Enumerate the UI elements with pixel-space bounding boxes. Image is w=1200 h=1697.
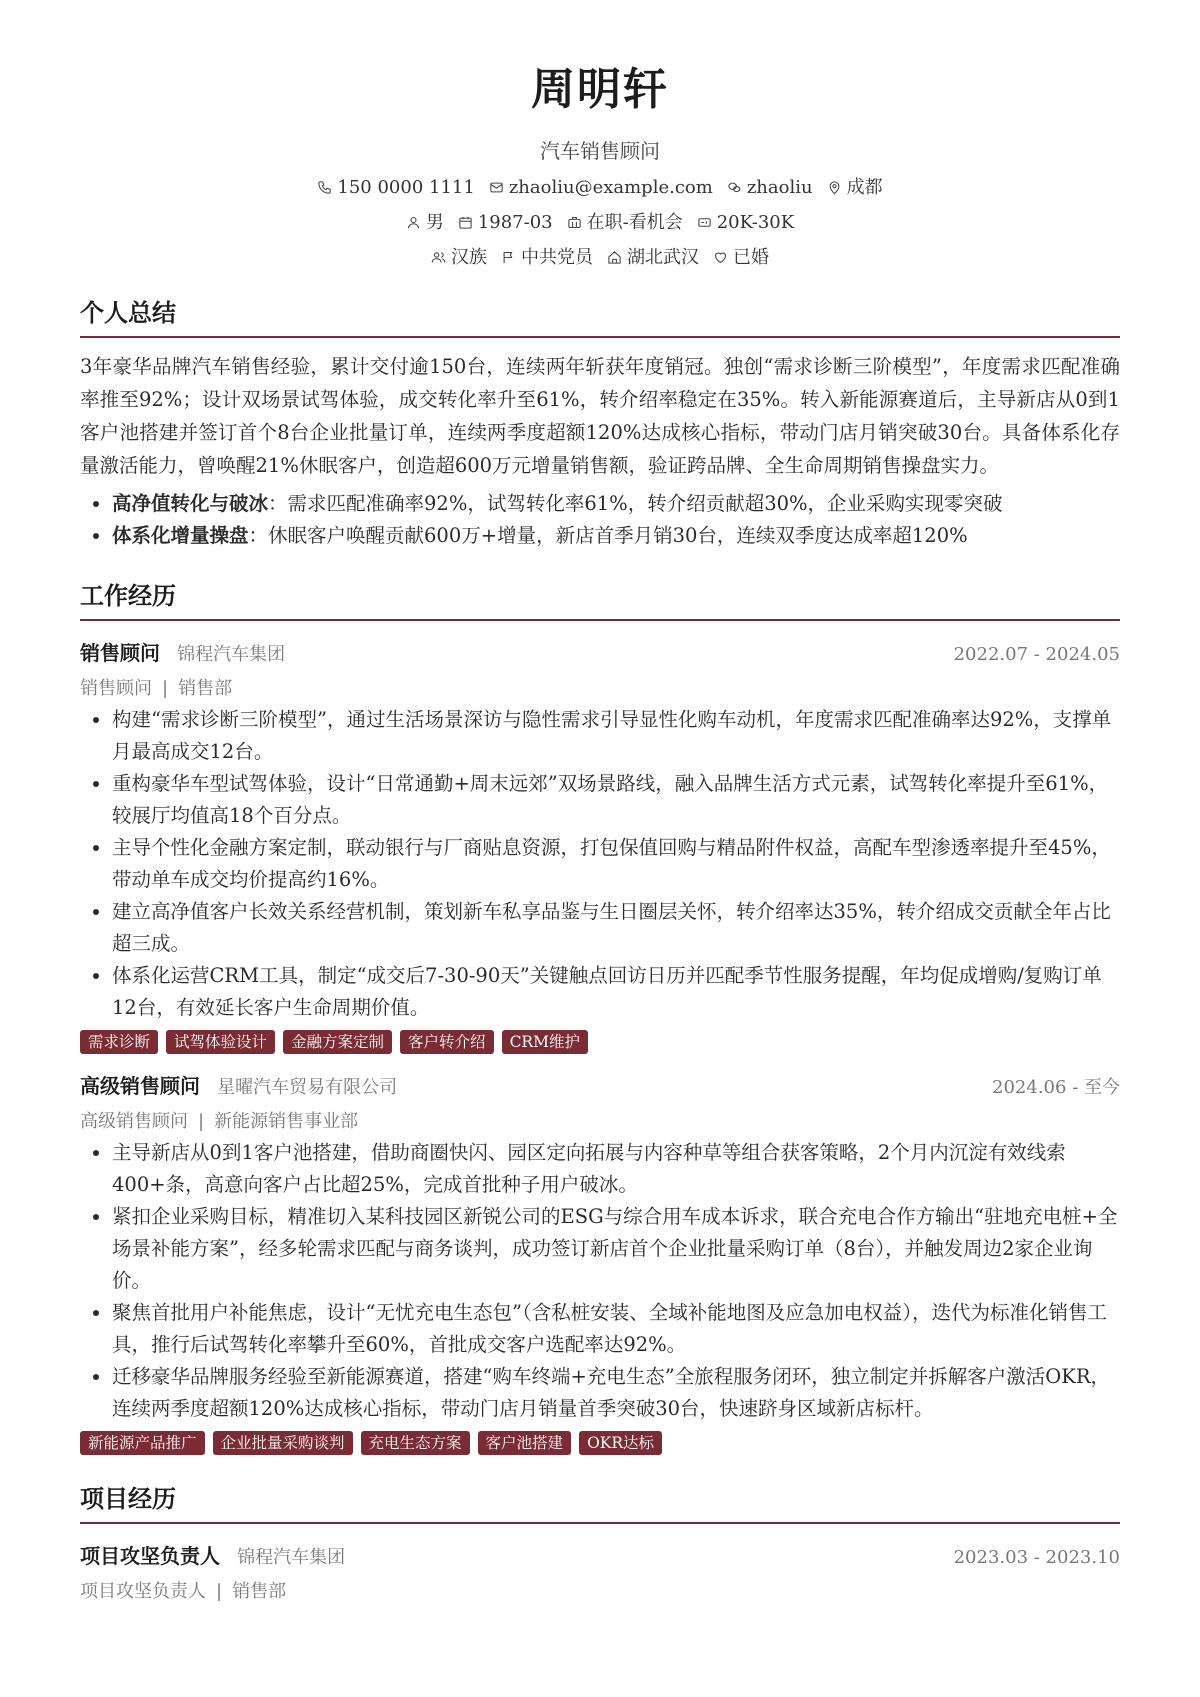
gender-icon	[406, 215, 421, 230]
project-date: 2023.03 - 2023.10	[953, 1546, 1120, 1568]
skill-tag: 客户转介绍	[400, 1030, 494, 1054]
skill-tags	[80, 1431, 1120, 1455]
job-company: 星曜汽车贸易有限公司	[217, 1076, 398, 1098]
highlight-item	[112, 520, 1120, 552]
job-entry	[80, 637, 1120, 1054]
marital-text: 已婚	[733, 246, 769, 268]
skill-tag: 需求诊断	[80, 1030, 158, 1054]
highlight-text: ：休眠客户唤醒贡献600万+增量，新店首季月销30台，连续双季度达成率超120%	[248, 523, 968, 547]
work-section	[80, 576, 1120, 1455]
job-position: 高级销售顾问	[80, 1110, 188, 1132]
job-department: 新能源销售事业部	[214, 1110, 359, 1132]
project-role: 项目攻坚负责人	[80, 1543, 220, 1568]
highlight-label: 体系化增量操盘	[112, 523, 249, 547]
job-bullet: • 聚焦首批用户补能焦虑，设计“无忧充电生态包”（含私桩安装、全域补能地图及应急加电权益），迭代为标准化销售工具，推行后试驾转化率攀升至60%，首批成交客户选配率达92%。	[112, 1297, 1120, 1361]
job-header	[80, 1070, 1120, 1099]
phone-text: 150 0000 1111	[337, 176, 475, 198]
salary-text: 20K-30K	[716, 211, 795, 233]
calendar-icon	[458, 215, 473, 230]
job-date: 2022.07 - 2024.05	[953, 643, 1120, 665]
project-section	[80, 1479, 1120, 1603]
skill-tag: 充电生态方案	[361, 1431, 470, 1455]
job-bullet: • 迁移豪华品牌服务经验至新能源赛道，搭建“购车终端+充电生态”全旅程服务闭环，独立制定并拆解客户激活OKR，连续两季度超额120%达成核心指标，带动门店月销量首季突破30台，快速跻身区域新店标杆。	[112, 1361, 1120, 1425]
info-marital	[713, 247, 769, 269]
job-bullets	[80, 704, 1120, 1024]
skill-tags	[80, 1030, 1120, 1054]
job-role: 销售顾问	[80, 640, 160, 665]
highlight-text: ：需求匹配准确率92%，试驾转化率61%，转介绍贡献超30%，企业采购实现零突破	[268, 491, 1003, 515]
summary-section	[80, 293, 1120, 552]
job-role: 高级销售顾问	[80, 1073, 200, 1098]
project-position: 项目攻坚负责人	[80, 1580, 206, 1602]
job-department: 销售部	[178, 677, 233, 699]
job-bullet: • 紧扣企业采购目标，精准切入某科技园区新锐公司的ESG与综合用车成本诉求，联合充电合作方输出“驻地充电桩+全场景补能方案”，经多轮需求匹配与商务谈判，成功签订新店首个企业批量采购订单（8台），并触发周边2家企业询价。	[112, 1201, 1120, 1297]
gender-text: 男	[425, 211, 444, 233]
project-department: 销售部	[232, 1580, 287, 1602]
flag-icon	[501, 250, 516, 265]
skill-tag: 试驾体验设计	[166, 1030, 275, 1054]
job-header	[80, 637, 1120, 666]
job-company: 锦程汽车集团	[177, 643, 286, 665]
contact-wechat	[727, 177, 813, 199]
political-text: 中共党员	[521, 246, 593, 268]
skill-tag: 客户池搭建	[478, 1431, 572, 1455]
project-entry	[80, 1540, 1120, 1603]
job-subtitle	[80, 1107, 1120, 1133]
project-header	[80, 1540, 1120, 1569]
summary-heading: 个人总结	[80, 293, 1120, 338]
salary-icon	[697, 215, 712, 230]
job-bullet: • 建立高净值客户长效关系经营机制，策划新车私享品鉴与生日圈层关怀，转介绍率达35%，转介绍成交贡献全年占比超三成。	[112, 896, 1120, 960]
separator: |	[198, 1110, 205, 1132]
contact-location	[827, 177, 883, 199]
resume-header	[80, 0, 1120, 269]
info-status	[567, 212, 683, 234]
skill-tag: 金融方案定制	[283, 1030, 392, 1054]
work-heading: 工作经历	[80, 576, 1120, 621]
email-text: zhaoliu@example.com	[508, 176, 713, 198]
contact-phone[interactable]	[317, 177, 474, 199]
job-entry	[80, 1070, 1120, 1455]
location-icon	[827, 180, 842, 195]
separator: |	[162, 677, 169, 699]
job-bullet: • 体系化运营CRM工具，制定“成交后7-30-90天”关键触点回访日历并匹配季节性服务提醒，年均促成增购/复购订单12台，有效延长客户生命周期价值。	[112, 960, 1120, 1024]
status-text: 在职-看机会	[586, 211, 683, 233]
job-bullet: • 主导个性化金融方案定制，联动银行与厂商贴息资源，打包保值回购与精品附件权益，高配车型渗透率提升至45%，带动单车成交均价提高约16%。	[112, 832, 1120, 896]
info-political	[501, 247, 593, 269]
candidate-name: 周明轩	[531, 64, 669, 115]
wechat-text: zhaoliu	[746, 176, 813, 198]
job-bullets	[80, 1137, 1120, 1425]
highlight-label: 高净值转化与破冰	[112, 491, 269, 515]
ethnicity-text: 汉族	[451, 246, 487, 268]
summary-text: 3年豪华品牌汽车销售经验，累计交付逾150台，连续两年斩获年度销冠。独创“需求诊断三阶模型”，年度需求匹配准确率推至92%；设计双场景试驾体验，成交转化率升至61%，转介绍率稳定在35%。转入新能源赛道后，主导新店从0到1客户池搭建并签订首个8台企业批量订单，连续两季度超额120%达成核心指标，带动门店月销突破30台。具备体系化存量激活能力，曾唤醒21%休眠客户，创造超600万元增量销售额，验证跨品牌、全生命周期销售操盘实力。	[80, 354, 1120, 477]
skill-tag: CRM维护	[502, 1030, 588, 1054]
home-icon	[607, 250, 622, 265]
info-ethnicity	[431, 247, 487, 269]
skill-tag: OKR达标	[579, 1431, 662, 1455]
summary-highlights	[80, 488, 1120, 552]
project-subtitle	[80, 1577, 1120, 1603]
contact-row	[80, 177, 1120, 199]
job-bullet: • 主导新店从0到1客户池搭建，借助商圈快闪、园区定向拓展与内容种草等组合获客策略，2个月内沉淀有效线索400+条，高意向客户占比超25%，完成首批种子用户破冰。	[112, 1137, 1120, 1201]
skill-tag: 新能源产品推广	[80, 1431, 205, 1455]
briefcase-icon	[567, 215, 582, 230]
project-company: 锦程汽车集团	[237, 1546, 346, 1568]
separator: |	[216, 1580, 223, 1602]
personal-info-row	[80, 247, 1120, 269]
info-hometown	[607, 247, 699, 269]
hometown-text: 湖北武汉	[627, 246, 699, 268]
info-salary	[697, 212, 794, 234]
location-text: 成都	[846, 176, 883, 198]
heart-icon	[713, 250, 728, 265]
contact-email[interactable]	[489, 177, 713, 199]
info-gender	[406, 212, 444, 234]
job-bullet: • 构建“需求诊断三阶模型”，通过生活场景深访与隐性需求引导显性化购车动机，年度需求匹配准确率达92%，支撑单月最高成交12台。	[112, 704, 1120, 768]
project-heading: 项目经历	[80, 1479, 1120, 1524]
mail-icon	[489, 180, 504, 195]
job-subtitle	[80, 674, 1120, 700]
job-bullet: • 重构豪华车型试驾体验，设计“日常通勤+周末远郊”双场景路线，融入品牌生活方式元素，试驾转化率提升至61%，较展厅均值高18个百分点。	[112, 768, 1120, 832]
ethnicity-icon	[431, 250, 446, 265]
wechat-icon	[727, 180, 742, 195]
job-position: 销售顾问	[80, 677, 152, 699]
birth-text: 1987-03	[477, 211, 553, 233]
basic-info-row	[80, 212, 1120, 234]
job-title: 汽车销售顾问	[540, 138, 660, 163]
job-date: 2024.06 - 至今	[992, 1076, 1120, 1098]
skill-tag: 企业批量采购谈判	[213, 1431, 353, 1455]
info-birth	[458, 212, 553, 234]
highlight-item	[112, 488, 1120, 520]
phone-icon	[317, 180, 332, 195]
